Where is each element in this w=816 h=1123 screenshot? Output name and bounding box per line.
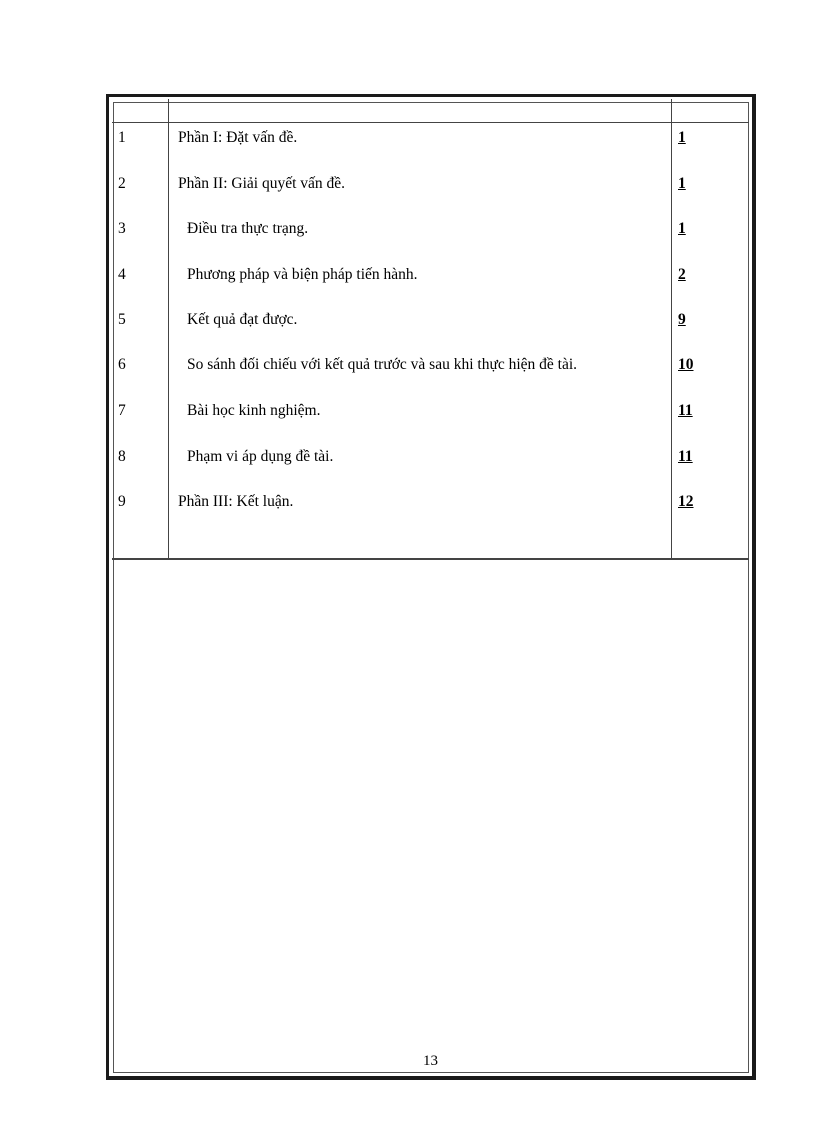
toc-row-page[interactable]: 1	[678, 175, 686, 192]
toc-row-number: 9	[118, 493, 126, 510]
toc-row-number: 6	[118, 356, 126, 373]
toc-row-number: 5	[118, 311, 126, 328]
page-border	[106, 94, 756, 1080]
toc-row-page[interactable]: 10	[678, 356, 694, 373]
toc-row-number: 7	[118, 402, 126, 419]
toc-table	[112, 99, 749, 560]
toc-row-number: 1	[118, 129, 126, 146]
toc-row	[112, 492, 749, 538]
toc-row-number: 3	[118, 220, 126, 237]
toc-row	[112, 219, 749, 265]
toc-row-page[interactable]: 1	[678, 129, 686, 146]
toc-row	[112, 128, 749, 174]
toc-row	[112, 401, 749, 447]
toc-row-page[interactable]: 9	[678, 311, 686, 328]
toc-row-title: So sánh đối chiếu với kết quả trước và sau khi thực hiện đề tài.	[187, 356, 578, 373]
toc-row-title: Kết quả đạt được.	[187, 311, 298, 328]
toc-row-number: 4	[118, 266, 126, 283]
toc-row	[112, 310, 749, 356]
toc-row	[112, 355, 749, 401]
toc-row-title: Phần II: Giải quyết vấn đề.	[178, 175, 346, 192]
toc-row	[112, 265, 749, 311]
toc-row-page[interactable]: 11	[678, 448, 693, 465]
toc-row-number: 8	[118, 448, 126, 465]
toc-row-page[interactable]: 11	[678, 402, 693, 419]
toc-row	[112, 174, 749, 220]
toc-row-page[interactable]: 1	[678, 220, 686, 237]
toc-row-title: Điều tra thực trạng.	[187, 220, 309, 237]
page-number: 13	[423, 1053, 438, 1069]
toc-header-divider	[112, 122, 749, 123]
toc-row-title: Phần III: Kết luận.	[178, 493, 294, 510]
toc-row-page[interactable]: 2	[678, 266, 686, 283]
toc-row-title: Bài học kinh nghiệm.	[187, 402, 321, 419]
toc-row-number: 2	[118, 175, 126, 192]
toc-row-title: Phạm vi áp dụng đề tài.	[187, 448, 334, 465]
toc-row-page[interactable]: 12	[678, 493, 694, 510]
toc-row-title: Phương pháp và biện pháp tiến hành.	[187, 266, 418, 283]
toc-row-title: Phần I: Đặt vấn đề.	[178, 129, 298, 146]
toc-row	[112, 447, 749, 493]
